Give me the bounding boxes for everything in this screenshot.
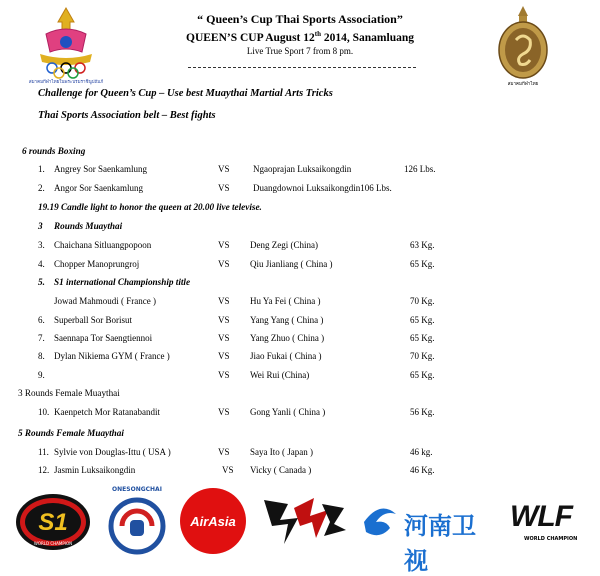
- fight-row: [0, 259, 600, 271]
- fight-number: 3.: [38, 240, 45, 250]
- fight-row: [0, 164, 600, 176]
- blue-corner-fighter: Gong Yanli ( China ): [250, 407, 326, 417]
- versus-label: VS: [218, 315, 230, 325]
- weight-class: 70 Kg.: [410, 296, 435, 306]
- red-corner-fighter: Superball Sor Borisut: [54, 315, 132, 325]
- red-corner-fighter: Jowad Mahmoudi ( France ): [54, 296, 156, 306]
- fight-row: [0, 333, 600, 345]
- fight-row: [0, 315, 600, 327]
- fight-row: [0, 183, 600, 195]
- wlf-world-champion-logo: [506, 500, 586, 550]
- section-s1-championship: S1 international Championship title: [54, 277, 191, 287]
- fight-number: 12.: [38, 465, 50, 475]
- section-s1-number: 5.: [38, 277, 45, 287]
- versus-label: VS: [218, 296, 230, 306]
- wlf-wordmark: WLF: [510, 500, 572, 533]
- section-muaythai-number: 3: [38, 221, 43, 231]
- weight-class: 70 Kg.: [410, 351, 435, 361]
- header-divider: [188, 67, 416, 68]
- right-emblem-caption: สมาคมกีฬาไทย: [507, 82, 539, 87]
- event-title: “ Queen’s Cup Thai Sports Association”: [197, 12, 403, 26]
- svg-text:S1: S1: [38, 509, 68, 536]
- versus-label: VS: [218, 164, 230, 174]
- broadcast-info: Live True Sport 7 from 8 pm.: [246, 46, 354, 56]
- section-candle-light: 19.19 Candle light to honor the queen at 20.00 live televise.: [38, 202, 262, 212]
- fight-row: [0, 296, 600, 308]
- red-corner-fighter: Sylvie von Douglas-Ittu ( USA ): [54, 447, 171, 457]
- weight-class: 65 Kg.: [410, 370, 435, 380]
- blue-corner-fighter: Hu Ya Fei ( China ): [250, 296, 321, 306]
- weight-class: 126 Lbs.: [404, 164, 436, 174]
- weight-class: 63 Kg.: [410, 240, 435, 250]
- airasia-logo: [180, 488, 248, 556]
- fight-number: 2.: [38, 183, 45, 193]
- red-corner-fighter: Kaenpetch Mor Ratanabandit: [54, 407, 160, 417]
- fight-number: 11.: [38, 447, 49, 457]
- section-female-5-rounds: 5 Rounds Female Muaythai: [18, 428, 124, 438]
- fight-row: [0, 240, 600, 252]
- blue-corner-fighter: Jiao Fukai ( China ): [250, 351, 322, 361]
- fight-number: 10.: [38, 407, 50, 417]
- challenge-line-1: Challenge for Queen’s Cup – Use best Muaythai Martial Arts Tricks: [38, 88, 333, 99]
- red-corner-fighter: Saennapa Tor Saengtiennoi: [54, 333, 153, 343]
- red-corner-fighter: Chaichana Sitluangpopoon: [54, 240, 152, 250]
- versus-label: VS: [218, 370, 230, 380]
- onesongchai-logo: [102, 486, 172, 558]
- thai-sports-association-emblem: [30, 4, 102, 84]
- section-muaythai: Rounds Muaythai: [54, 221, 123, 231]
- fight-number: 4.: [38, 259, 45, 269]
- blue-corner-fighter: Yang Yang ( China ): [250, 315, 324, 325]
- weight-class: 65 Kg.: [410, 315, 435, 325]
- henan-tv-wordmark: 河南卫视: [404, 512, 476, 575]
- s1-logo-caption: WORLD CHAMPION: [33, 541, 73, 546]
- versus-label: VS: [218, 407, 230, 417]
- fight-number: 1.: [38, 164, 45, 174]
- red-corner-fighter: Chopper Manoprungroj: [54, 259, 140, 269]
- fight-number: 9.: [38, 370, 45, 380]
- red-corner-fighter: Angrey Sor Saenkamlung: [54, 164, 147, 174]
- wlf-caption: WORLD CHAMPION: [524, 536, 578, 542]
- blue-corner-fighter: Saya Ito ( Japan ): [250, 447, 313, 457]
- royal-seal-emblem: [492, 4, 554, 86]
- red-corner-fighter: Dylan Nikiema GYM ( France ): [54, 351, 170, 361]
- henan-tv-logo: [358, 500, 498, 575]
- section-female-3-rounds: 3 Rounds Female Muaythai: [18, 388, 120, 398]
- weight-class: 56 Kg.: [410, 407, 435, 417]
- fight-brand-logo: [258, 490, 350, 550]
- versus-label: VS: [218, 447, 230, 457]
- s1-world-champion-logo: [14, 492, 92, 554]
- fight-row: [0, 465, 600, 477]
- versus-label: VS: [218, 183, 230, 193]
- blue-corner-fighter: Yang Zhuo ( China ): [250, 333, 325, 343]
- airasia-wordmark: AirAsia: [190, 513, 236, 529]
- blue-corner-fighter: Deng Zegi (China): [250, 240, 318, 250]
- versus-label: VS: [218, 333, 230, 343]
- red-corner-fighter: Jasmin Luksaikongdin: [54, 465, 136, 475]
- fight-row: [0, 407, 600, 419]
- fight-row: [0, 370, 600, 382]
- fight-number: 8.: [38, 351, 45, 361]
- versus-label: VS: [218, 351, 230, 361]
- versus-label: VS: [218, 240, 230, 250]
- event-date-venue: QUEEN’S CUP August 12th 2014, Sanamluang: [186, 30, 414, 44]
- onesongchai-label: ONESONGCHAI: [112, 486, 162, 493]
- section-boxing: 6 rounds Boxing: [22, 146, 86, 156]
- fight-row: [0, 447, 600, 459]
- blue-corner-fighter: Wei Rui (China): [250, 370, 310, 380]
- fight-number: 7.: [38, 333, 45, 343]
- weight-class: 46 kg.: [410, 447, 433, 457]
- fight-row: [0, 351, 600, 363]
- blue-corner-fighter: Vicky ( Canada ): [250, 465, 312, 475]
- blue-corner-fighter: Ngaoprajan Luksaikongdin: [253, 164, 352, 174]
- challenge-line-2: Thai Sports Association belt – Best fights: [38, 110, 216, 121]
- versus-label: VS: [218, 259, 230, 269]
- fight-number: 6.: [38, 315, 45, 325]
- blue-corner-fighter: Duangdownoi Luksaikongdin106 Lbs.: [253, 183, 392, 193]
- left-emblem-caption: สมาคมกีฬาไทยในพระบรมราชินูปถัมภ์: [28, 80, 104, 85]
- versus-label: VS: [222, 465, 234, 475]
- weight-class: 65 Kg.: [410, 259, 435, 269]
- blue-corner-fighter: Qiu Jianliang ( China ): [250, 259, 333, 269]
- weight-class: 46 Kg.: [410, 465, 435, 475]
- weight-class: 65 Kg.: [410, 333, 435, 343]
- red-corner-fighter: Angor Sor Saenkamlung: [54, 183, 143, 193]
